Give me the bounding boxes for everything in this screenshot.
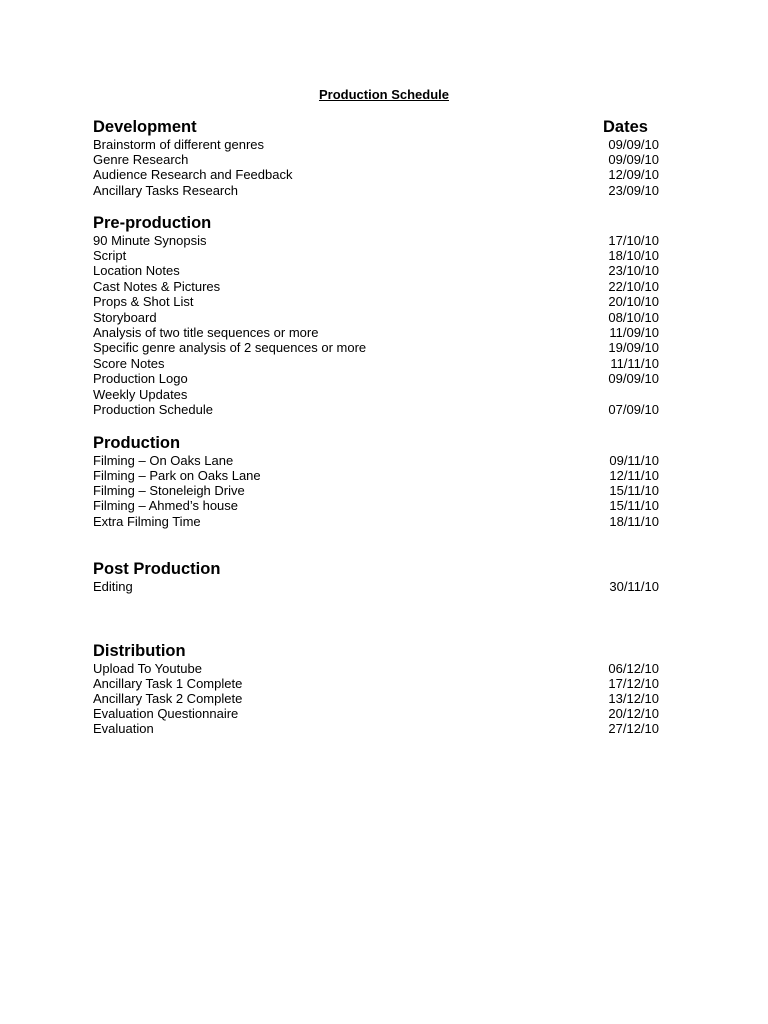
task-date: 22/10/10 [608, 279, 659, 294]
page-title: Production Schedule [318, 87, 449, 102]
task-date: 15/11/10 [609, 498, 659, 513]
section-heading-development: Development [93, 118, 197, 136]
task-date: 11/09/10 [609, 325, 659, 340]
task-date: 06/12/10 [608, 661, 659, 676]
task-label: Filming – Stoneleigh Drive [93, 483, 245, 498]
schedule-row [93, 340, 659, 355]
task-label: Storyboard [93, 310, 157, 325]
task-date: 09/09/10 [608, 137, 659, 152]
task-date: 18/10/10 [608, 248, 659, 263]
task-date: 19/09/10 [608, 340, 659, 355]
task-label: Ancillary Tasks Research [93, 183, 238, 198]
task-label: Score Notes [93, 356, 165, 371]
schedule-row [93, 721, 659, 736]
task-date: 27/12/10 [608, 721, 659, 736]
schedule-row [93, 167, 659, 182]
task-date: 09/09/10 [608, 152, 659, 167]
task-date: 07/09/10 [608, 402, 659, 417]
task-label: Script [93, 248, 127, 263]
schedule-row [93, 371, 659, 386]
task-date: 11/11/10 [610, 356, 659, 371]
task-label: Props & Shot List [93, 294, 194, 309]
section-heading-production: Production [93, 434, 181, 452]
task-date: 08/10/10 [608, 310, 659, 325]
task-label: Brainstorm of different genres [93, 137, 265, 152]
task-label: Analysis of two title sequences or more [93, 325, 319, 340]
task-date: 23/09/10 [608, 183, 659, 198]
dates-column-heading: Dates [603, 118, 648, 136]
task-label: Audience Research and Feedback [93, 167, 293, 182]
task-date: 13/12/10 [608, 691, 659, 706]
schedule-row [93, 152, 659, 167]
schedule-row [93, 514, 659, 529]
schedule-row [93, 468, 659, 483]
section-heading-distribution: Distribution [93, 642, 186, 660]
task-label: Weekly Updates [93, 387, 188, 402]
section-heading-post-production: Post Production [93, 560, 221, 578]
task-label: Ancillary Task 2 Complete [93, 691, 243, 706]
schedule-row [93, 325, 659, 340]
schedule-row [93, 453, 659, 468]
task-label: 90 Minute Synopsis [93, 233, 207, 248]
schedule-row [93, 137, 659, 152]
schedule-row [93, 483, 659, 498]
task-label: Filming – On Oaks Lane [93, 453, 234, 468]
task-label: Filming – Ahmed’s house [93, 498, 239, 513]
task-date: 20/10/10 [608, 294, 659, 309]
task-label: Evaluation [93, 721, 154, 736]
schedule-row [93, 310, 659, 325]
task-date: 12/11/10 [609, 468, 659, 483]
schedule-row [93, 498, 659, 513]
task-date: 23/10/10 [608, 263, 659, 278]
task-date: 12/09/10 [608, 167, 659, 182]
task-label: Cast Notes & Pictures [93, 279, 221, 294]
task-label: Production Logo [93, 371, 188, 386]
schedule-row [93, 676, 659, 691]
task-label: Evaluation Questionnaire [93, 706, 239, 721]
task-label: Editing [93, 579, 133, 594]
task-label: Ancillary Task 1 Complete [93, 676, 243, 691]
schedule-row [93, 183, 659, 198]
task-date: 17/12/10 [608, 676, 659, 691]
schedule-row [93, 248, 659, 263]
task-date: 09/09/10 [608, 371, 659, 386]
schedule-row [93, 661, 659, 676]
task-label: Specific genre analysis of 2 sequences or more [93, 340, 367, 355]
task-label: Production Schedule [93, 402, 213, 417]
section-heading-pre-production: Pre-production [93, 214, 212, 232]
task-label: Filming – Park on Oaks Lane [93, 468, 261, 483]
task-date: 15/11/10 [609, 483, 659, 498]
task-date: 18/11/10 [609, 514, 659, 529]
task-date: 09/11/10 [609, 453, 659, 468]
schedule-row [93, 579, 659, 594]
schedule-row [93, 691, 659, 706]
schedule-row [93, 233, 659, 248]
task-date: 30/11/10 [609, 579, 659, 594]
task-date: 20/12/10 [608, 706, 659, 721]
task-label: Genre Research [93, 152, 189, 167]
task-date: 17/10/10 [608, 233, 659, 248]
schedule-row [93, 356, 659, 371]
schedule-row [93, 279, 659, 294]
schedule-row [93, 294, 659, 309]
schedule-row [93, 402, 659, 417]
task-label: Upload To Youtube [93, 661, 202, 676]
task-label: Location Notes [93, 263, 180, 278]
schedule-row [93, 706, 659, 721]
schedule-row [93, 387, 659, 402]
schedule-row [93, 263, 659, 278]
task-label: Extra Filming Time [93, 514, 201, 529]
